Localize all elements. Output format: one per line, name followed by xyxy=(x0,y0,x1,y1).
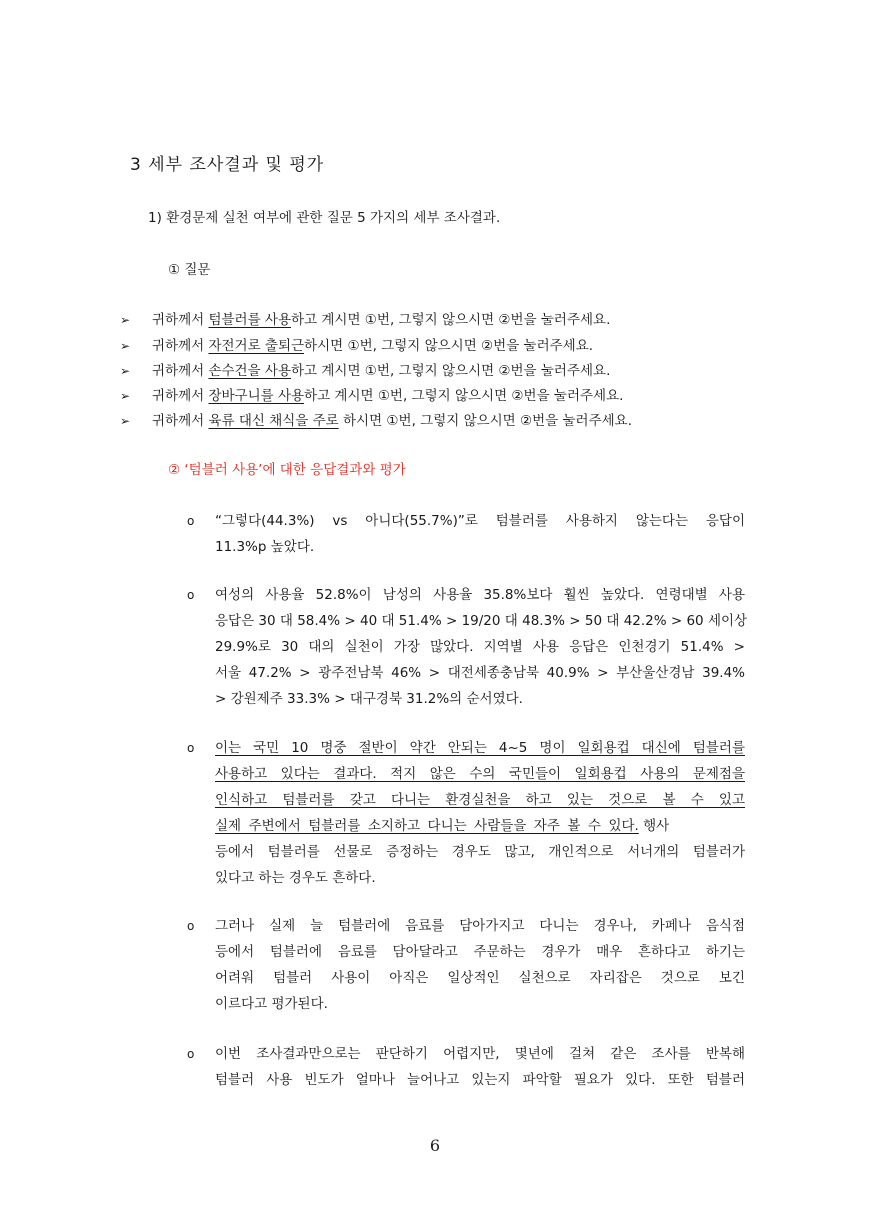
circle-bullet-icon: o xyxy=(187,514,195,528)
arrow-bullet-icon: ➢ xyxy=(120,364,131,378)
arrow-bullet-icon: ➢ xyxy=(120,339,131,353)
question-item: ➢ 귀하께서 손수건을 사용하고 계시면 ①번, 그렇지 않으시면 ②번을 눌러주세요. xyxy=(120,363,611,379)
circle-bullet-icon: o xyxy=(187,919,195,933)
arrow-bullet-icon: ➢ xyxy=(120,389,131,403)
arrow-bullet-icon: ➢ xyxy=(120,313,131,327)
page-number: 6 xyxy=(429,1136,441,1155)
arrow-bullet-icon: ➢ xyxy=(120,414,131,428)
circle-bullet-icon: o xyxy=(187,741,195,755)
result-paragraph: “그렇다(44.3%) vs 아니다(55.7%)”로 텀블러를 사용하지 않는다는 응답이 11.3%p 높았다. xyxy=(215,513,745,555)
questions-heading: ① 질문 xyxy=(168,262,211,278)
result-paragraph: 그러나 실제 늘 텀블러에 음료를 담아가지고 다니는 경우나, 카페나 음식점 등에서 텀블러에 음료를 담아달라고 주문하는 경우가 매우 흔하다고 하기는 어려워 텀블러 사용이 아직은 일상적인 실천으로 자리잡은 것으로 보긴 이르다고 평가된다. xyxy=(215,918,745,1012)
question-item: ➢ 귀하께서 자전거로 출퇴근하시면 ①번, 그렇지 않으시면 ②번을 눌러주세요. xyxy=(120,338,594,354)
circle-bullet-icon: o xyxy=(187,1047,195,1061)
circle-bullet-icon: o xyxy=(187,588,195,602)
subsection-title: 1) 환경문제 실천 여부에 관한 질문 5 가지의 세부 조사결과. xyxy=(148,210,501,226)
results-heading: ② ‘텀블러 사용’에 대한 응답결과와 평가 xyxy=(168,462,406,478)
result-paragraph: 이는 국민 10 명중 절반이 약간 안되는 4~5 명이 일회용컵 대신에 텀블러를 사용하고 있다는 결과다. 적지 않은 수의 국민들이 일회용컵 사용의 문제점을 인식하고 텀블러를 갖고 다니는 환경실천을 하고 있는 것으로 볼 수 있고 실제 주변에서 텀블러를 소지하고 다니는 사람들을 자주 볼 수 있다. 행사 등에서 텀블러를 선물로 증정하는 경우도 많고, 개인적으로 서너개의 텀블러가 있다고 하는 경우도 흔하다. xyxy=(215,740,745,886)
question-item: ➢ 귀하께서 텀블러를 사용하고 계시면 ①번, 그렇지 않으시면 ②번을 눌러주세요. xyxy=(120,312,611,328)
question-item: ➢ 귀하께서 육류 대신 채식을 주로 하시면 ①번, 그렇지 않으시면 ②번을 눌러주세요. xyxy=(120,413,632,429)
section-title: 3 세부 조사결과 및 평가 xyxy=(130,155,325,175)
result-paragraph: 이번 조사결과만으로는 판단하기 어렵지만, 몇년에 걸쳐 같은 조사를 반복해 텀블러 사용 빈도가 얼마나 늘어나고 있는지 파악할 필요가 있다. 또한 텀블러 xyxy=(215,1046,745,1088)
question-item: ➢ 귀하께서 장바구니를 사용하고 계시면 ①번, 그렇지 않으시면 ②번을 눌러주세요. xyxy=(120,388,624,404)
result-paragraph: 여성의 사용율 52.8%이 남성의 사용율 35.8%보다 훨씬 높았다. 연령대별 사용 응답은 30 대 58.4% > 40 대 51.4% > 19/20 대 48.3% > 50 대 42.2% > 60 세이상 29.9%로 30 대의 실천이 가장 많았다. 지역별 사용 응답은 인천경기 51.4% > 서울 47.2% > 광주전남북 46% > 대전세종충남북 40.9% > 부산울산경남 39.4% > 강원제주 33.3% > 대구경북 31.2%의 순서였다. xyxy=(215,587,748,707)
